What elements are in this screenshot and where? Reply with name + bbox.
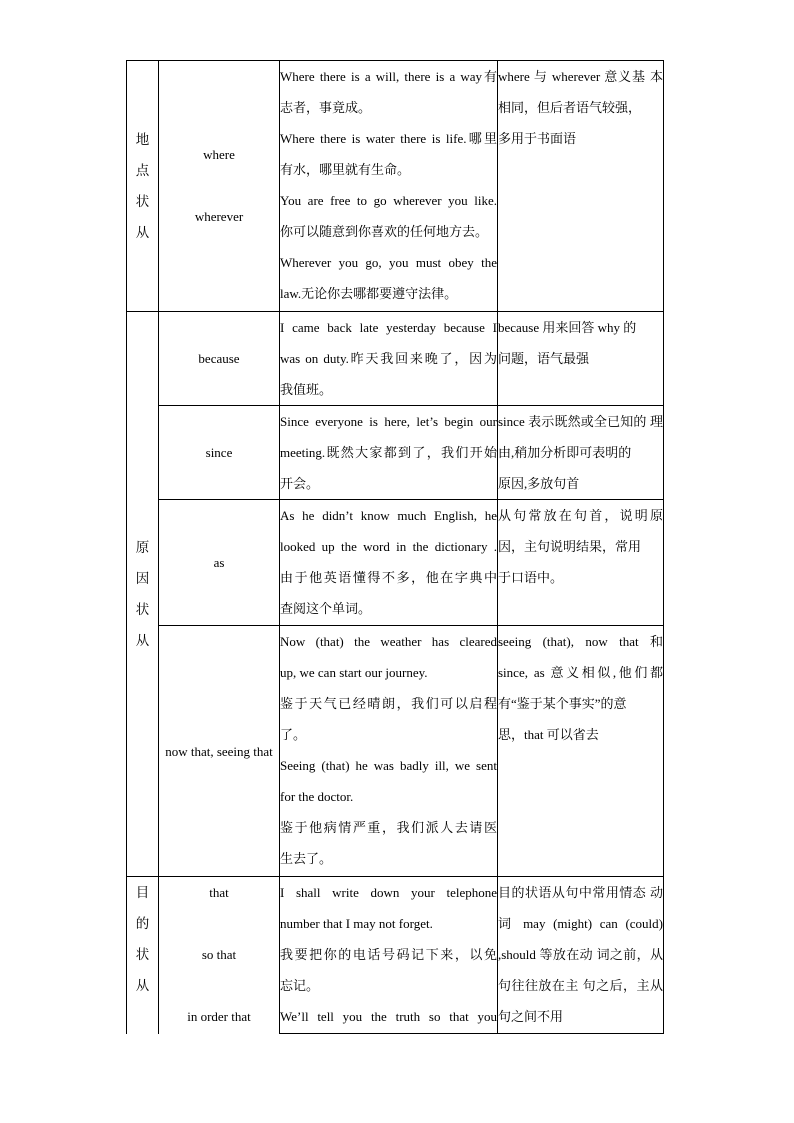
conjunction-label: because — [198, 351, 240, 366]
note-line: 因，主句说明结果，常用 — [498, 539, 642, 554]
example-line: for the doctor. — [280, 789, 354, 804]
category-char: 状 — [135, 194, 150, 209]
note-line: 词之前，从句往往放在主 — [498, 947, 663, 993]
table-row — [127, 626, 664, 877]
category-char: 点 — [135, 163, 150, 178]
note-cell — [498, 61, 664, 312]
category-cell — [127, 61, 159, 312]
category-cell — [127, 312, 159, 877]
conjunction-label: that — [209, 885, 229, 900]
example-line: Seeing (that) he was badly ill, we sent — [280, 758, 497, 773]
example-line: 忘记。 — [280, 978, 320, 993]
category-char: 的 — [135, 916, 150, 931]
example-line: 你可以随意到你喜欢的任何地方去。 — [280, 224, 489, 239]
conjunction-label: now that, seeing that — [165, 743, 273, 759]
example-line: Now (that) the weather has cleared — [280, 634, 497, 649]
conjunction-cell — [159, 877, 280, 1034]
note-line: 多用于书面语 — [498, 131, 577, 146]
example-line: I shall write down your telephone — [280, 885, 497, 900]
example-line: meeting.既然大家都到了，我们开始 — [280, 445, 497, 460]
conjunction-cell — [159, 500, 280, 626]
note-line: 理由,稍加分析即可表明的 — [498, 414, 664, 460]
example-line: 我要把你的电话号码记下来，以免 — [280, 947, 497, 962]
category-char: 因 — [135, 571, 150, 586]
category-char: 目 — [135, 885, 150, 900]
note-cell — [498, 312, 664, 406]
example-line: 鉴于天气已经晴朗，我们可以启程 — [280, 696, 497, 711]
example-line: 了。 — [280, 727, 307, 742]
table-row — [127, 877, 664, 1034]
category-cell — [127, 877, 159, 1034]
conjunction-label: in order that — [187, 1009, 251, 1024]
adverbial-clause-table — [126, 60, 664, 1034]
note-line: (could) ,should 等放在动 — [498, 916, 663, 962]
note-line: 原因,多放句首 — [498, 476, 580, 491]
conjunction-cell — [159, 312, 280, 406]
example-line: Where there is a will, there is a way有 — [280, 69, 497, 84]
example-line: 开会。 — [280, 476, 320, 491]
note-line: 句之后，主从句之间不用 — [498, 978, 663, 1024]
example-line: was on duty.昨天我回来晚了，因为 — [280, 351, 497, 366]
note-cell — [498, 406, 664, 500]
example-line: 鉴于他病情严重，我们派人去请医 — [280, 820, 497, 835]
note-line: seeing (that), now that 和 — [498, 634, 663, 649]
note-cell — [498, 877, 664, 1034]
example-line: 查阅这个单词。 — [280, 601, 372, 616]
category-char: 从 — [135, 225, 150, 240]
note-line: 于口语中。 — [498, 570, 564, 585]
example-line: We’ll tell you the truth so that you — [280, 1009, 497, 1024]
note-line: because 用来回答 why 的 — [498, 320, 637, 335]
conjunction-label: where — [203, 147, 235, 162]
example-line: number that I may not forget. — [280, 916, 433, 931]
conjunction-label: wherever — [194, 209, 244, 224]
example-line: Wherever you go, you must obey the — [280, 255, 497, 270]
note-line: 问题，语气最强 — [498, 351, 590, 366]
example-cell — [280, 626, 498, 877]
note-line: 本相同，但后者语气较强， — [498, 69, 663, 115]
note-line: 动 词 may (might) can — [498, 885, 663, 931]
example-line: You are free to go wherever you like. — [280, 193, 497, 208]
category-char: 地 — [135, 132, 150, 147]
example-cell — [280, 877, 498, 1034]
table-row — [127, 61, 664, 312]
note-cell — [498, 626, 664, 877]
conjunction-cell — [159, 61, 280, 312]
example-line: Where there is water there is life.哪里 — [280, 131, 497, 146]
conjunction-label: since — [205, 445, 233, 460]
note-line: since, as 意义相似,他们都 — [498, 665, 663, 680]
table-row — [127, 500, 664, 626]
example-line: Since everyone is here, let’s begin our — [280, 414, 497, 429]
example-line: 志者，事竟成。 — [280, 100, 372, 115]
example-line: 生去了。 — [280, 851, 333, 866]
example-line: law.无论你去哪都要遵守法律。 — [280, 286, 458, 301]
example-cell — [280, 500, 498, 626]
note-cell — [498, 500, 664, 626]
example-line: 我值班。 — [280, 382, 333, 397]
example-line: 有水，哪里就有生命。 — [280, 162, 411, 177]
example-cell — [280, 406, 498, 500]
note-line: 思，that 可以省去 — [498, 727, 599, 742]
example-line: 由于他英语懂得不多，他在字典中 — [280, 570, 497, 585]
table-row — [127, 312, 664, 406]
table-row — [127, 406, 664, 500]
category-char: 从 — [135, 633, 150, 648]
example-cell — [280, 312, 498, 406]
conjunction-cell — [159, 626, 280, 877]
note-line: where 与 wherever 意义基 — [498, 69, 646, 84]
conjunction-cell — [159, 406, 280, 500]
conjunction-label: so that — [201, 947, 237, 962]
example-line: looked up the word in the dictionary . — [280, 539, 497, 554]
example-line: As he didn’t know much English, he — [280, 508, 497, 523]
example-line: up, we can start our journey. — [280, 665, 428, 680]
note-line: since 表示既然或全已知的 — [498, 414, 647, 429]
conjunction-label: as — [213, 555, 225, 570]
category-char: 状 — [135, 602, 150, 617]
example-cell — [280, 61, 498, 312]
category-char: 状 — [135, 947, 150, 962]
category-char: 原 — [135, 540, 150, 555]
note-line: 从句常放在句首，说明原 — [498, 508, 663, 523]
note-line: 有“鉴于某个事实”的意 — [498, 696, 627, 711]
note-line: 目的状语从句中常用情态 — [498, 885, 647, 900]
category-char: 从 — [135, 978, 150, 993]
example-line: I came back late yesterday because I — [280, 320, 497, 335]
